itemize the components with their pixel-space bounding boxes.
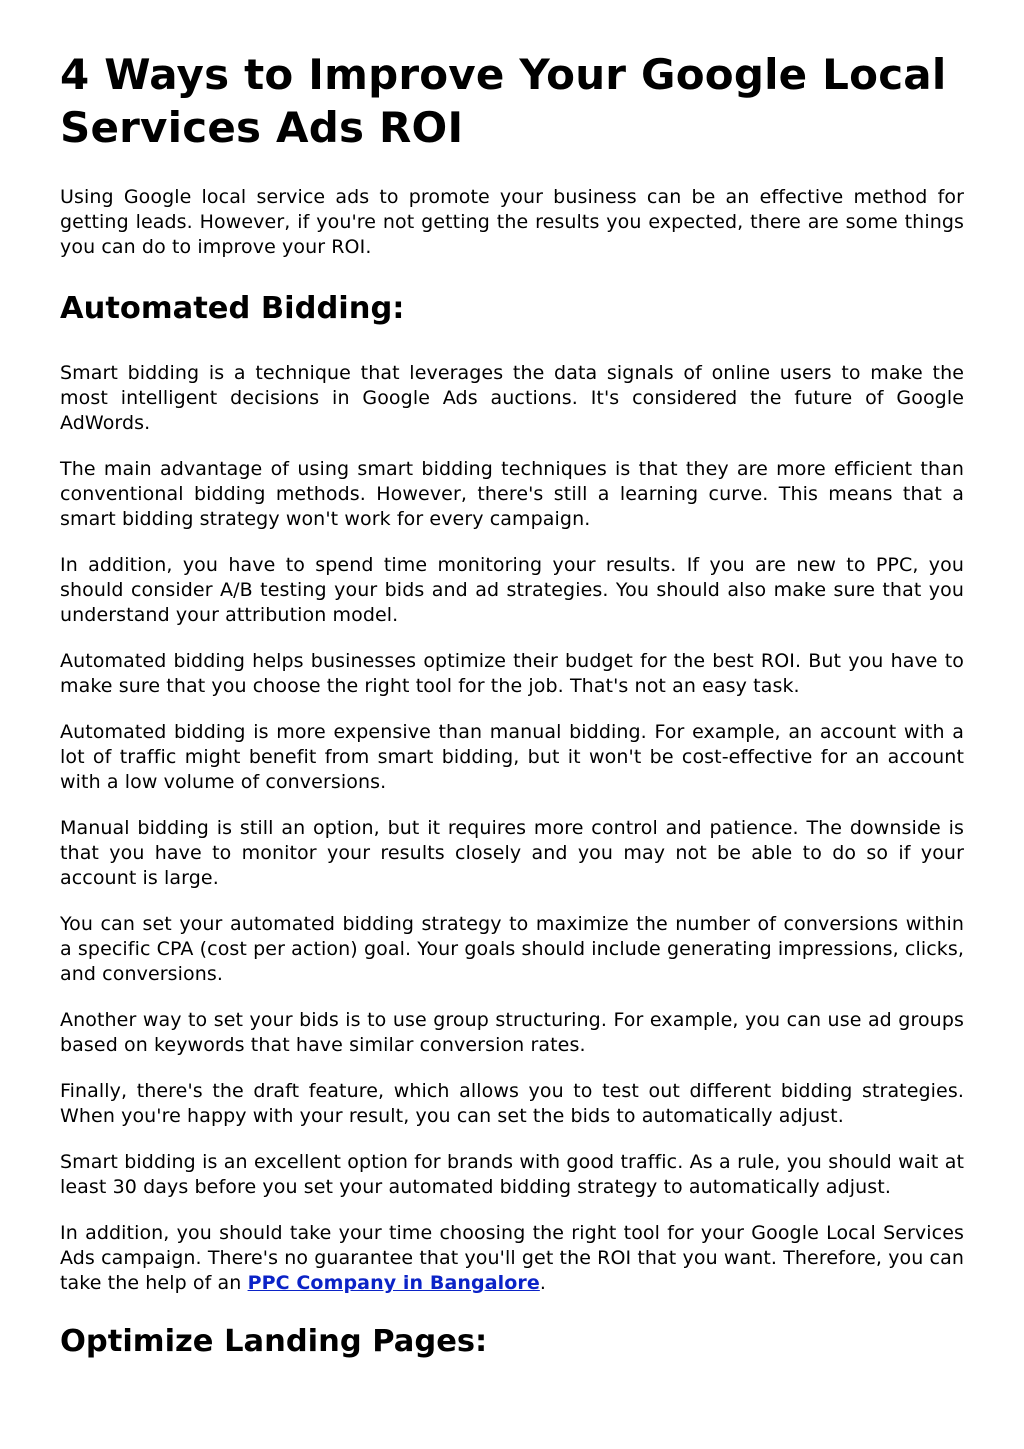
paragraph: Manual bidding is still an option, but it requires more control and patience. The downside is that you have to monitor your results closely and you may not be able to do so if your account is large. <box>60 817 964 889</box>
intro-paragraph: Using Google local service ads to promote your business can be an effective method for getting leads. However, if you're not getting the results you expected, there are some things you can do to improve your ROI. <box>60 186 964 258</box>
paragraph: Smart bidding is a technique that leverages the data signals of online users to make the most intelligent decisions in Google Ads auctions. It's considered the future of Google AdWords. <box>60 362 964 434</box>
closing-paragraph <box>60 1221 964 1296</box>
paragraph: You can set your automated bidding strategy to maximize the number of conversions within a specific CPA (cost per action) goal. Your goals should include generating impressions, clicks, and conversions. <box>60 913 964 985</box>
ppc-company-link[interactable]: PPC Company in Bangalore <box>247 1272 540 1294</box>
paragraph: Automated bidding helps businesses optimize their budget for the best ROI. But you have to make sure that you choose the right tool for the job. That's not an easy task. <box>60 650 964 697</box>
closing-text-before-link: In addition, you should take your time choosing the right tool for your Google Local Services Ads campaign. There's no guarantee that you'll get the ROI that you want. Therefore, you can take the help of an <box>60 1222 964 1294</box>
section-heading-automated-bidding: Automated Bidding: <box>60 291 405 326</box>
paragraph: Smart bidding is an excellent option for brands with good traffic. As a rule, you should wait at least 30 days before you set your automated bidding strategy to automatically adjust. <box>60 1151 964 1198</box>
paragraph: Another way to set your bids is to use group structuring. For example, you can use ad groups based on keywords that have similar conversion rates. <box>60 1009 964 1056</box>
paragraph: The main advantage of using smart bidding techniques is that they are more efficient than conventional bidding methods. However, there's still a learning curve. This means that a smart bidding strategy won't work for every campaign. <box>60 458 964 530</box>
paragraph: Automated bidding is more expensive than manual bidding. For example, an account with a lot of traffic might benefit from smart bidding, but it won't be cost-effective for an account with a low volume of conversions. <box>60 721 964 793</box>
closing-text-after-link: . <box>539 1272 546 1294</box>
page-title: 4 Ways to Improve Your Google Local Services Ads ROI <box>60 50 947 152</box>
section-heading-optimize-landing-pages: Optimize Landing Pages: <box>60 1324 488 1359</box>
paragraph: Finally, there's the draft feature, which allows you to test out different bidding strategies. When you're happy with your result, you can set the bids to automatically adjust. <box>60 1080 964 1127</box>
paragraph: In addition, you have to spend time monitoring your results. If you are new to PPC, you should consider A/B testing your bids and ad strategies. You should also make sure that you understand your attribution model. <box>60 554 964 626</box>
